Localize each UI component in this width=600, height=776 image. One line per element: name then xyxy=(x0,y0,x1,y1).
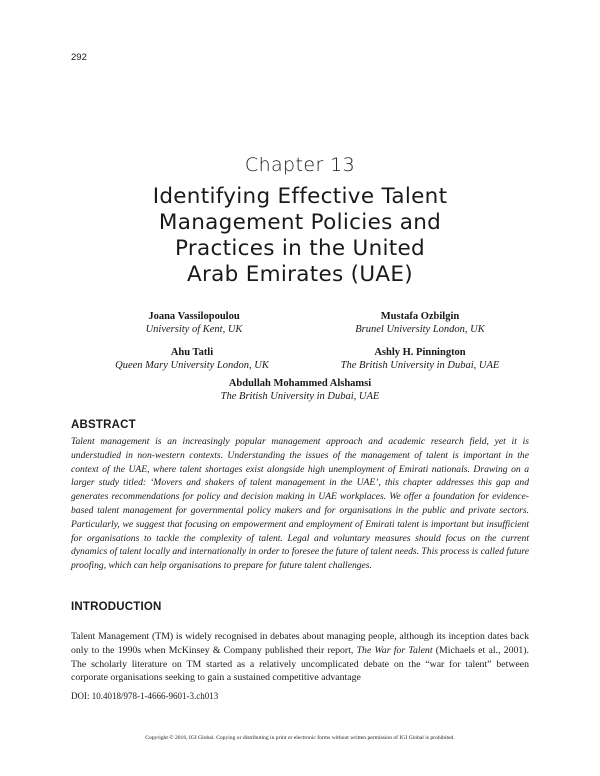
author-affiliation: University of Kent, UK xyxy=(145,324,243,335)
author-name: Ahu Tatli xyxy=(170,347,214,358)
author-block xyxy=(310,346,530,372)
introduction-text-part: (Michaels et al., 2001). The scholarly literature on TM started as a relatively uncomplicated debate on the “war for talent” between corporate organisations seeking to gain a sustained competitive advantage xyxy=(71,644,529,684)
author-name: Joana Vassilopoulou xyxy=(148,311,240,322)
introduction-text-part: Talent Management (TM) is widely recognised in debates about managing people, although its inception dates back only to the 1990s when McKinsey & Company published their report, xyxy=(71,631,529,656)
chapter-label: Chapter 13 xyxy=(244,154,356,176)
abstract-heading: ABSTRACT xyxy=(71,419,136,431)
author-affiliation: The British University in Dubai, UAE xyxy=(220,391,380,402)
author-block xyxy=(82,346,302,372)
chapter-title-line: Management Policies and xyxy=(158,210,442,235)
doi: DOI: 10.4018/978-1-4666-9601-3.ch013 xyxy=(71,691,219,701)
copyright-notice: Copyright © 2016, IGI Global. Copying or distributing in print or electronic forms without written permission of IGI Global is prohibited. xyxy=(145,735,455,741)
author-name: Ashly H. Pinnington xyxy=(374,347,466,358)
report-title: The War for Talent xyxy=(356,644,433,656)
author-affiliation: Brunel University London, UK xyxy=(355,324,485,335)
author-name: Abdullah Mohammed Alshamsi xyxy=(228,378,372,389)
author-block xyxy=(180,377,420,403)
chapter-title-line: Identifying Effective Talent xyxy=(152,184,448,209)
introduction-heading: INTRODUCTION xyxy=(71,601,162,613)
page-number: 292 xyxy=(71,52,87,63)
author-block xyxy=(96,310,292,336)
chapter-title xyxy=(40,184,560,288)
introduction-text xyxy=(71,630,529,685)
author-name: Mustafa Ozbilgin xyxy=(380,311,460,322)
chapter-title-line: Arab Emirates (UAE) xyxy=(187,262,413,287)
abstract-text: Talent management is an increasingly popular management approach and academic research field, yet it is understudied in non-western contexts. Understanding the issues of the management of talent is important in the context of the UAE, where talent shortages exist alongside high unemployment of Emirati nationals. Drawing on a larger study titled: ‘Movers and shakers of talent management in the UAE’, this chapter addresses this gap and generates recommendations for policy and decision making in UAE workplaces. We offer a foundation for evidence-based talent management for governmental policy makers and for organisations in the public and private sectors. Particularly, we suggest that focusing on empowerment and employment of Emirati talent is important but insufficient for organisations to tackle the complexity of talent. Legal and voluntary measures should focus on the current dynamics of talent locally and internationally in order to foresee the future of talent needs. This process is called future proofing, which can help organisations to prepare for future talent challenges. xyxy=(71,436,529,572)
author-affiliation: Queen Mary University London, UK xyxy=(115,360,269,371)
author-affiliation: The British University in Dubai, UAE xyxy=(340,360,500,371)
chapter-title-line: Practices in the United xyxy=(174,236,425,261)
author-block xyxy=(320,310,520,336)
